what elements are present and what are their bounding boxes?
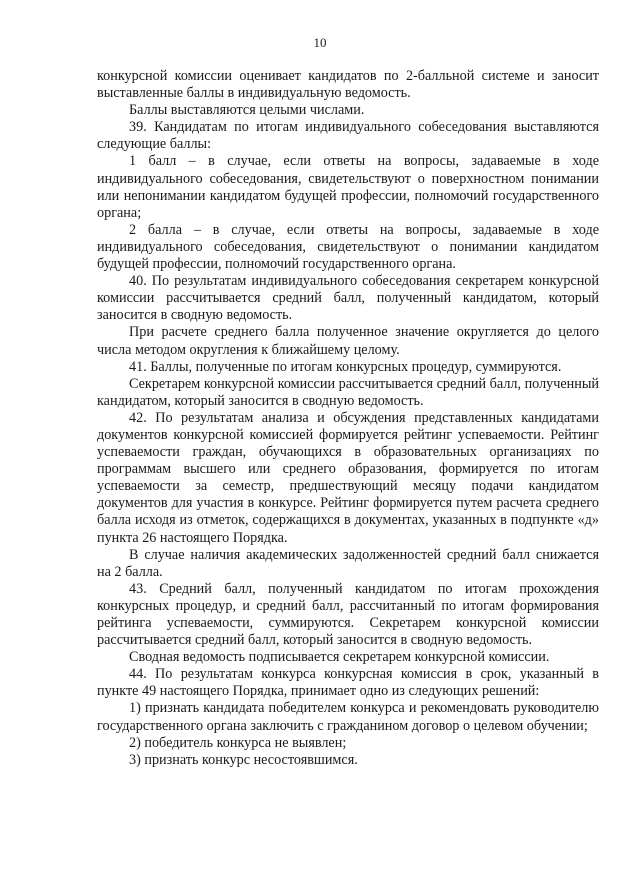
paragraph: Баллы выставляются целыми числами. [129,102,365,119]
paragraph: 39. Кандидатам по итогам индивидуального собеседования выставляются следующие баллы: [97,119,599,153]
paragraph: Секретарем конкурсной комиссии рассчитывается средний балл, полученный кандидатом, который заносится в сводную ведомость. [97,375,599,409]
paragraph: 44. По результатам конкурса конкурсная комиссия в срок, указанный в пункте 49 настоящего Порядка, принимает одно из следующих решений: [97,666,599,700]
paragraph: 43. Средний балл, полученный кандидатом по итогам прохождения конкурсных процедур, и средний балл, рассчитанный по итогам формирования рейтинга успеваемости, суммируются. Секретарем конкурсной комиссии рассчитывается средний балл, который заносится в сводную ведомость. [97,580,599,649]
paragraph: В случае наличия академических задолженностей средний балл снижается на 2 балла. [97,546,599,580]
paragraph: 42. По результатам анализа и обсуждения представленных кандидатами документов конкурсной комиссией формируется рейтинг успеваемости. Рейтинг успеваемости граждан, обучающихся в образовательных организациях по программам высшего или среднего образования, формируется по итогам успеваемости за семестр, предшествующий месяцу подачи кандидатом документов для участия в конкурсе. Рейтинг формируется путем расчета среднего балла исходя из отметок, содержащихся в документах, указанных в подпункте «д» пункта 26 настоящего Порядка. [97,409,599,546]
paragraph: 3) признать конкурс несостоявшимся. [129,751,358,768]
paragraph: 2 балла – в случае, если ответы на вопросы, задаваемые в ходе индивидуального собеседования, свидетельствуют о понимании кандидатом будущей профессии, полномочий государственного органа. [97,221,599,273]
paragraph: При расчете среднего балла полученное значение округляется до целого числа методом округления к ближайшему целому. [97,324,599,358]
paragraph: конкурсной комиссии оценивает кандидатов по 2-балльной системе и заносит выставленные баллы в индивидуальную ведомость. [97,68,599,102]
paragraph: 1) признать кандидата победителем конкурса и рекомендовать руководителю государственного органа заключить с гражданином договор о целевом обучении; [97,700,599,734]
document-body [97,68,599,769]
page-number: 10 [313,35,327,50]
paragraph: 41. Баллы, полученные по итогам конкурсных процедур, суммируются. [129,358,562,375]
paragraph: Сводная ведомость подписывается секретарем конкурсной комиссии. [129,649,550,666]
paragraph: 40. По результатам индивидуального собеседования секретарем конкурсной комиссии рассчитывается средний балл, полученный кандидатом, который заносится в сводную ведомость. [97,273,599,324]
paragraph: 2) победитель конкурса не выявлен; [129,734,347,751]
paragraph: 1 балл – в случае, если ответы на вопросы, задаваемые в ходе индивидуального собеседования, свидетельствуют о поверхностном понимании или непонимании кандидатом будущей профессии, полномочий государственного органа; [97,153,599,221]
